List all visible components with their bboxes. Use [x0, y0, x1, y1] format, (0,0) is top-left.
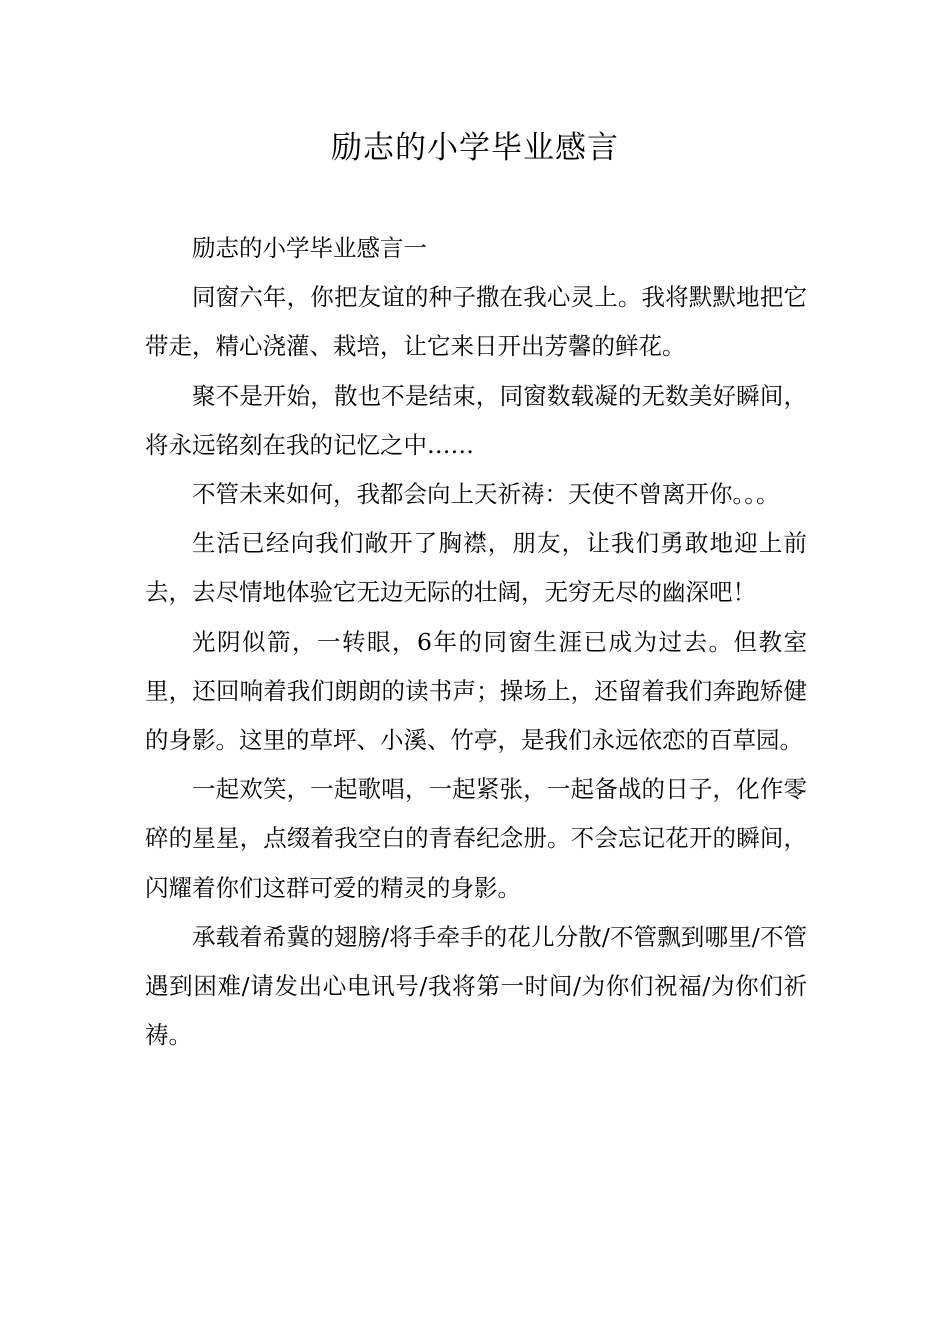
body-paragraph: 一起欢笑，一起歌唱，一起紧张，一起备战的日子，化作零碎的星星，点缀着我空白的青春纪念册。不会忘记花开的瞬间，闪耀着你们这群可爱的精灵的身影。 [145, 775, 807, 902]
body-paragraph: 聚不是开始，散也不是结束，同窗数载凝的无数美好瞬间，将永远铭刻在我的记忆之中…… [145, 381, 807, 459]
document-body [145, 224, 807, 1060]
body-paragraph: 不管未来如何，我都会向上天祈祷：天使不曾离开你。。。 [192, 480, 780, 509]
document-title: 励志的小学毕业感言 [331, 130, 619, 166]
body-paragraph: 光阴似箭，一转眼，6年的同窗生涯已成为过去。但教室里，还回响着我们朗朗的读书声；操场上，还留着我们奔跑矫健的身影。这里的草坪、小溪、竹亭，是我们永远依恋的百草园。 [145, 627, 807, 755]
body-paragraph: 承载着希冀的翅膀/将手牵手的花儿分散/不管飘到哪里/不管遇到困难/请发出心电讯号/我将第一时间/为你们祝福/为你们祈祷。 [145, 922, 807, 1050]
body-paragraph: 生活已经向我们敞开了胸襟，朋友，让我们勇敢地迎上前去，去尽情地体验它无边无际的壮阔，无穷无尽的幽深吧！ [145, 529, 807, 607]
body-paragraph: 同窗六年，你把友谊的种子撒在我心灵上。我将默默地把它带走，精心浇灌、栽培，让它来日开出芳馨的鲜花。 [145, 283, 807, 361]
subtitle-paragraph: 励志的小学毕业感言一 [192, 234, 427, 262]
